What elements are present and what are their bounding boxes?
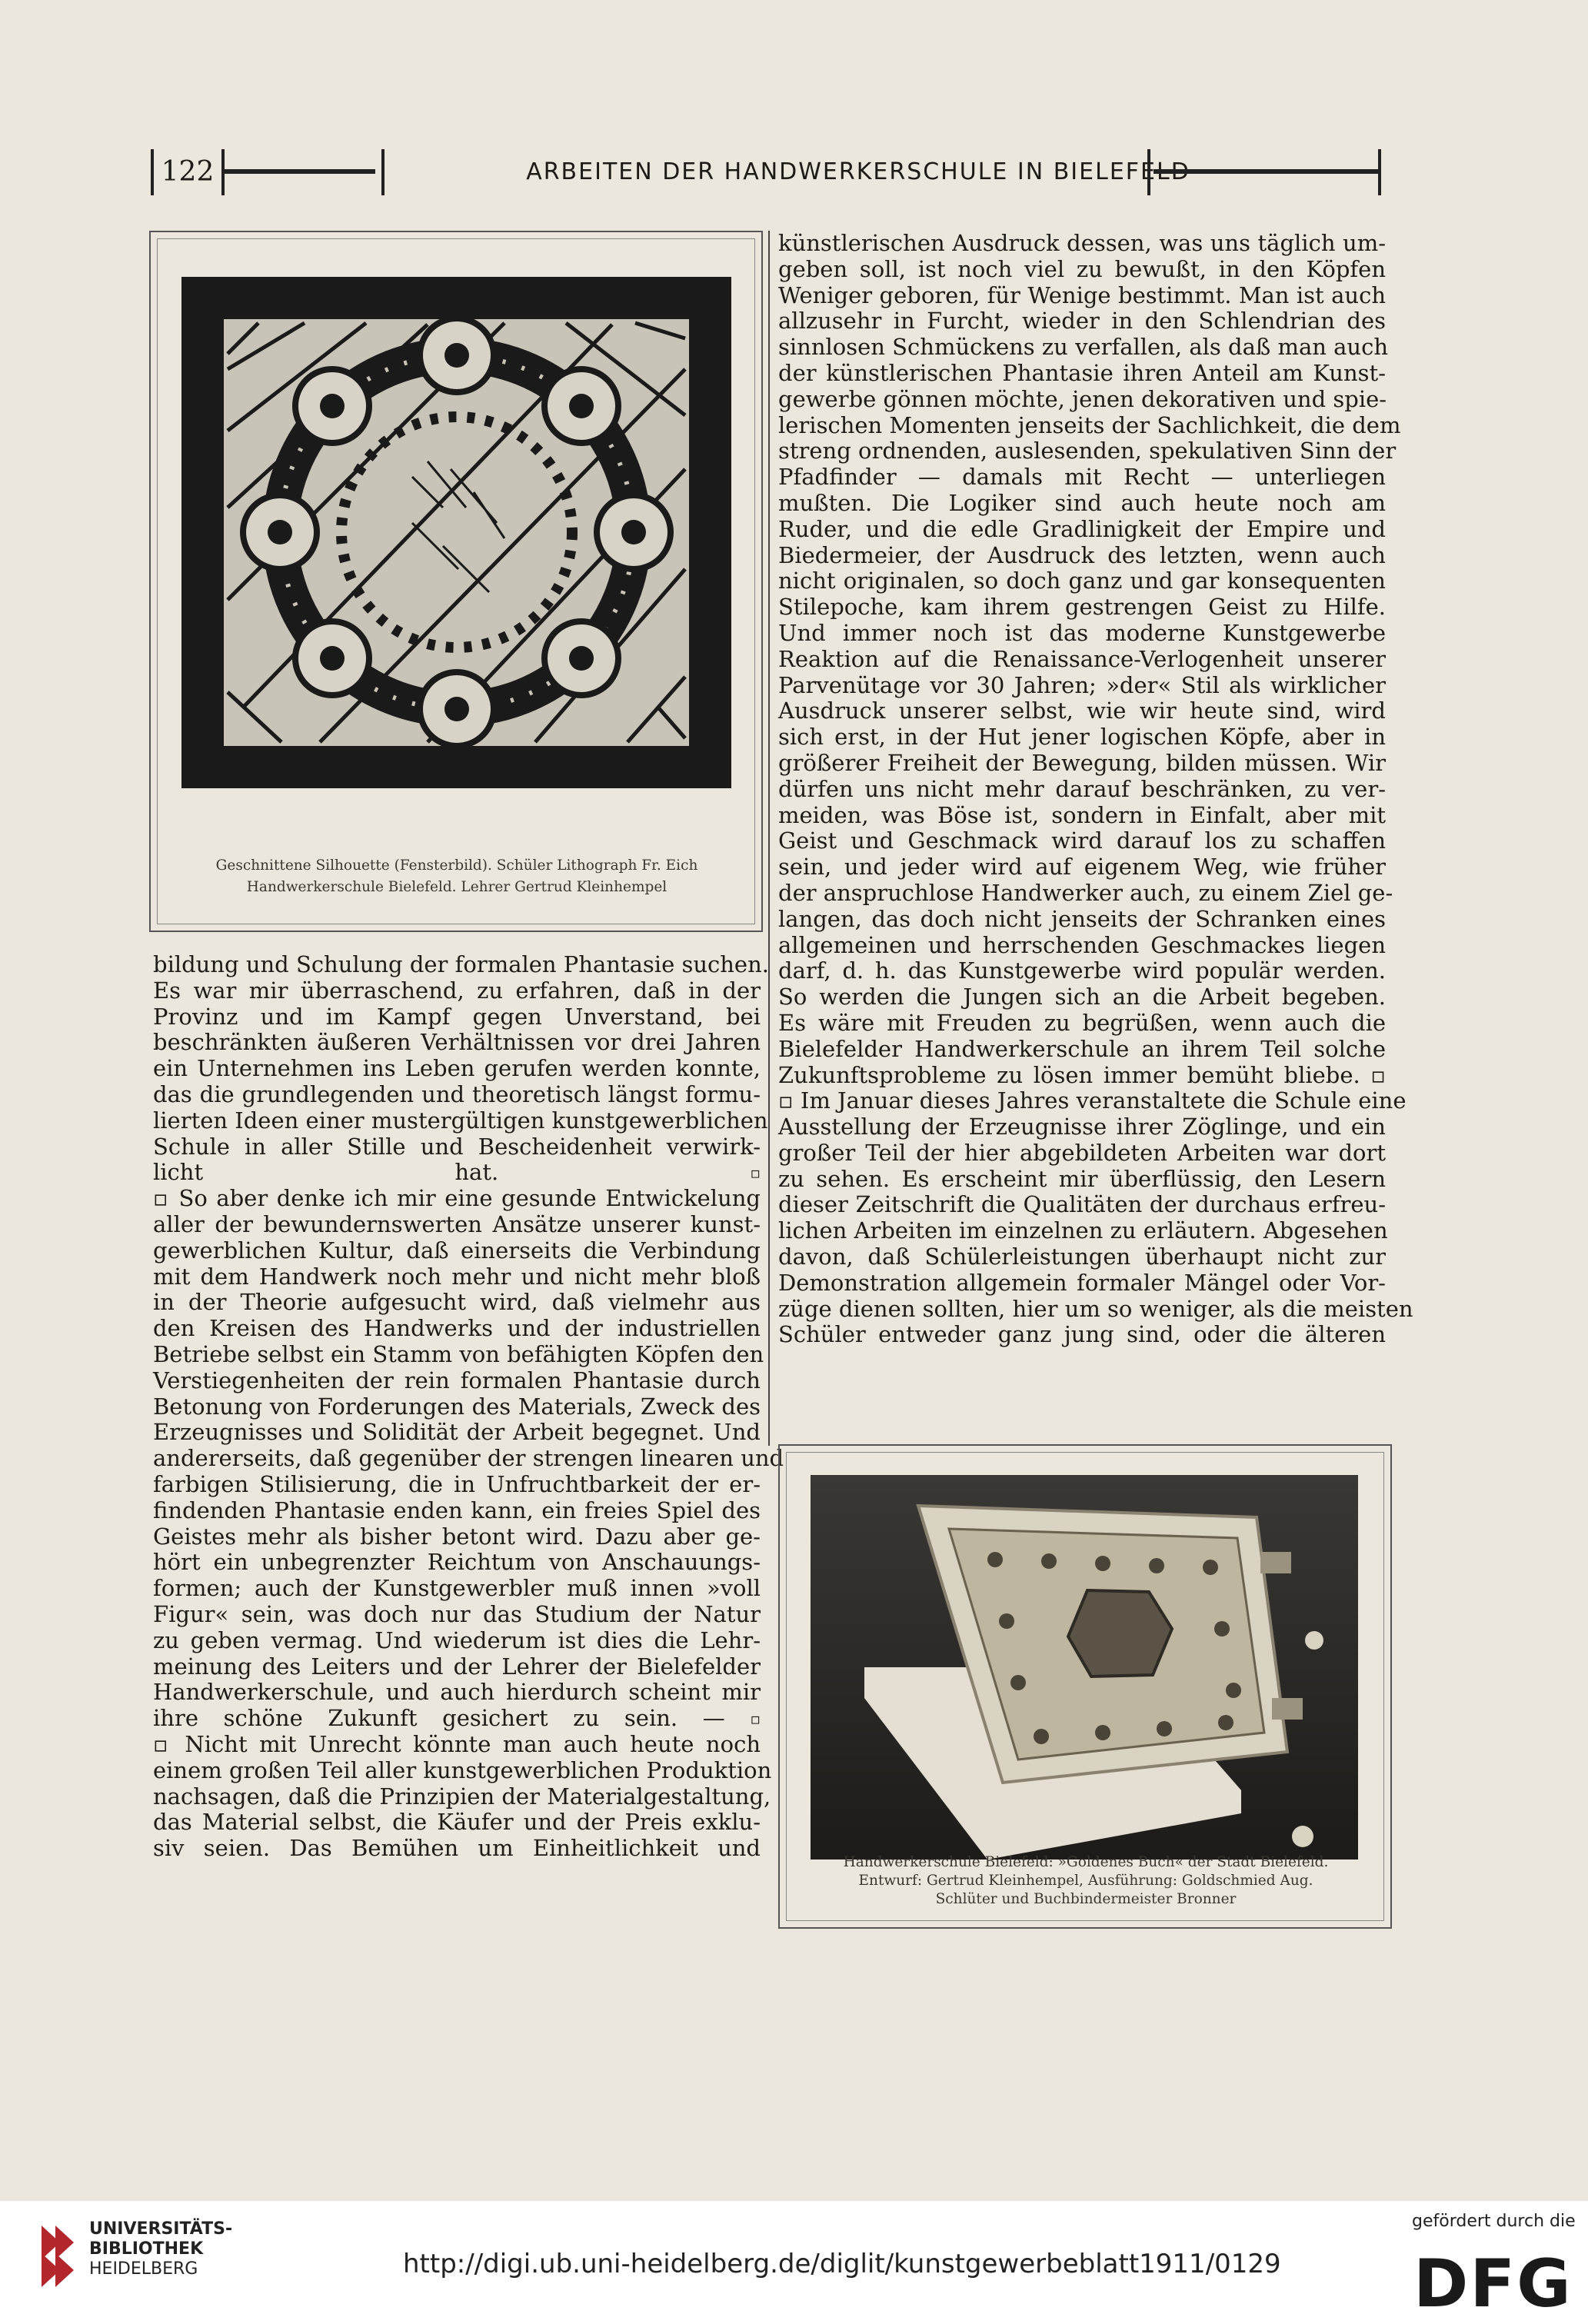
text-line: beschränkten äußeren Verhältnissen vor drei Jahren: [153, 1029, 761, 1056]
text-line: Und immer noch ist das moderne Kunstgewerbe: [778, 619, 1386, 646]
text-line: Geistes mehr als bisher betont wird. Dazu aber ge-: [153, 1523, 761, 1550]
text-line: Betriebe selbst ein Stamm von befähigten Köpfen den: [153, 1340, 764, 1367]
text-line: der künstlerischen Phantasie ihren Anteil am Kunst-: [778, 359, 1386, 386]
text-line: Reaktion auf die Renaissance-Verlogenheit unserer: [778, 645, 1386, 672]
header-divider: [381, 149, 385, 195]
text-line: den Kreisen des Handwerks und der industriellen: [153, 1315, 761, 1342]
text-line: Ruder, und die edle Gradlinigkeit der Empire und: [778, 515, 1386, 542]
text-line: licht hat. ▫: [153, 1159, 761, 1186]
text-line: züge dienen sollten, hier um so weniger, als die meisten: [778, 1295, 1413, 1322]
text-line: zu sehen. Es erscheint mir überflüssig, den Lesern: [778, 1165, 1386, 1192]
text-line: Zukunftsprobleme zu lösen immer bemüht bliebe. ▫: [778, 1061, 1386, 1088]
text-line: Bielefelder Handwerkerschule an ihrem Teil solche: [778, 1035, 1386, 1062]
text-line: lierten Ideen einer mustergültigen kunstgewerblichen: [153, 1107, 768, 1134]
sponsor-label: gefördert durch die: [1412, 2212, 1576, 2231]
caption-line: Entwurf: Gertrud Kleinhempel, Ausführung: Goldschmied Aug.: [858, 1873, 1313, 1889]
text-line: einem großen Teil aller kunstgewerblichen Produktion: [153, 1756, 772, 1783]
paragraph-marker-icon: ▫: [750, 1164, 761, 1183]
text-line: davon, daß Schülerleistungen überhaupt nicht zur: [778, 1244, 1386, 1270]
text-line: geben soll, ist noch viel zu bewußt, in den Köpfen: [778, 255, 1386, 282]
caption-line: Handwerkerschule Bielefeld. Lehrer Gertrud Kleinhempel: [246, 879, 667, 895]
text-line: Schule in aller Stille und Bescheidenheit verwirk-: [153, 1133, 761, 1160]
text-line: sein, und jeder wird auf eigenem Weg, wie früher: [778, 854, 1386, 881]
text-line: Verstiegenheiten der rein formalen Phantasie durch: [153, 1367, 761, 1393]
text-line: sich erst, in der Hut jener logischen Köpfe, aber in: [778, 724, 1386, 751]
text-line: bildung und Schulung der formalen Phantasie suchen.: [153, 951, 769, 977]
text-line: Provinz und im Kampf gegen Unverstand, bei: [153, 1003, 761, 1030]
text-line: lichen Arbeiten im einzelnen zu erläutern. Abgesehen: [778, 1217, 1388, 1244]
figure-caption: [795, 1853, 1377, 1909]
text-line: langen, das doch nicht jenseits der Schranken eines: [778, 905, 1386, 932]
text-line: meinung des Leiters und der Lehrer der Bielefelder: [153, 1653, 761, 1680]
text-line: Figur« sein, was doch nur das Studium der Natur: [153, 1600, 761, 1627]
text-line: streng ordnenden, auslesenden, spekulativen Sinn der: [778, 438, 1397, 464]
text-line: ein Unternehmen ins Leben gerufen werden konnte,: [153, 1055, 761, 1082]
header-rule: [1154, 169, 1378, 174]
paragraph-marker-icon: ▫: [750, 1710, 761, 1729]
text-line: nachsagen, daß die Prinzipien der Materialgestaltung,: [153, 1783, 771, 1810]
figure-caption: [166, 855, 747, 898]
text-line: in der Theorie aufgesucht wird, daß vielmehr aus: [153, 1289, 761, 1316]
university-line: BIBLIOTHEK: [89, 2239, 204, 2259]
text-line: Ausstellung der Erzeugnisse ihrer Zöglinge, und ein: [778, 1114, 1386, 1140]
text-line: Schüler entweder ganz jung sind, oder die älteren: [778, 1321, 1386, 1348]
text-line: das Material selbst, die Käufer und der Preis exklu-: [153, 1809, 761, 1836]
text-line: aller der bewundernswerten Ansätze unserer kunst-: [153, 1210, 761, 1237]
text-line: dürfen uns nicht mehr darauf beschränken, zu ver-: [778, 775, 1386, 802]
text-line: ▫ Im Januar dieses Jahres veranstaltete die Schule eine: [778, 1087, 1407, 1114]
text-line: gewerblichen Kultur, daß einerseits die Verbindung: [153, 1237, 761, 1264]
text-line: das die grundlegenden und theoretisch längst formu-: [153, 1080, 761, 1107]
text-line: zu geben vermag. Und wiederum ist dies die Lehr-: [153, 1626, 761, 1653]
university-name: [89, 2219, 232, 2279]
golden-book-image: [811, 1475, 1358, 1860]
text-line: siv seien. Das Bemühen um Einheitlichkeit und: [153, 1835, 761, 1862]
text-line: meiden, was Böse ist, sondern in Einfalt, aber mit: [778, 801, 1386, 828]
caption-line: Geschnittene Silhouette (Fensterbild). Schüler Lithograph Fr. Eich: [215, 857, 698, 874]
text-line: Ausdruck unserer selbst, wie wir heute sind, wird: [778, 698, 1386, 724]
text-line: Demonstration allgemein formaler Mängel oder Vor-: [778, 1269, 1386, 1296]
column-divider: [768, 231, 770, 1446]
university-line: HEIDELBERG: [89, 2259, 198, 2279]
text-line: So werden die Jungen sich an die Arbeit begeben.: [778, 984, 1386, 1011]
text-line: dieser Zeitschrift die Qualitäten der durchaus erfreu-: [778, 1191, 1386, 1218]
text-line: der anspruchlose Handwerker auch, zu einem Ziel ge-: [778, 879, 1393, 906]
text-line: größerer Freiheit der Bewegung, bilden müssen. Wir: [778, 749, 1386, 776]
library-footer: [0, 2201, 1588, 2324]
text-line: ▫ Nicht mit Unrecht könnte man auch heute noch: [153, 1730, 761, 1757]
running-header: [151, 148, 1381, 200]
caption-line: Handwerkerschule Bielefeld: »Goldenes Buch« der Stadt Bielefeld.: [843, 1854, 1329, 1870]
text-line: sinnlosen Schmückens zu verfallen, als daß man auch: [778, 334, 1389, 361]
text-line: findenden Phantasie enden kann, ein freies Spiel des: [153, 1497, 761, 1523]
text-line: Betonung von Forderungen des Materials, Zweck des: [153, 1393, 761, 1420]
text-line: Handwerkerschule, und auch hierdurch scheint mir: [153, 1679, 761, 1706]
text-line: Weniger geboren, für Wenige bestimmt. Man ist auch: [778, 281, 1386, 308]
page-number: 122: [151, 149, 225, 195]
text-line: Erzeugnisses und Solidität der Arbeit begegnet. Und: [153, 1419, 761, 1446]
figure-silhouette: [149, 231, 763, 932]
text-line: farbigen Stilisierung, die in Unfruchtbarkeit der er-: [153, 1470, 761, 1497]
text-line: Es wäre mit Freuden zu begrüßen, wenn auch die: [778, 1009, 1386, 1036]
header-divider: [1378, 149, 1381, 195]
text-line: darf, d. h. das Kunstgewerbe wird populär werden.: [778, 957, 1386, 984]
university-line: UNIVERSITÄTS-: [89, 2219, 233, 2239]
university-logo-icon: [37, 2219, 85, 2290]
text-line: mit dem Handwerk noch mehr und nicht mehr bloß: [153, 1263, 761, 1290]
text-line: großer Teil der hier abgebildeten Arbeiten war dort: [778, 1139, 1386, 1166]
text-line: Biedermeier, der Ausdruck des letzten, wenn auch: [778, 541, 1386, 568]
text-line: andererseits, daß gegenüber der strengen linearen und: [153, 1445, 784, 1472]
text-line: lerischen Momenten jenseits der Sachlichkeit, die dem: [778, 411, 1401, 438]
text-line: ▫ So aber denke ich mir eine gesunde Entwickelung: [153, 1185, 761, 1212]
text-line: ihre schöne Zukunft gesichert zu sein. — ▫: [153, 1705, 761, 1732]
left-column-text: [153, 951, 784, 1862]
permalink-url[interactable]: http://digi.ub.uni-heidelberg.de/diglit/kunstgewerbeblatt1911/0129: [403, 2249, 1281, 2279]
caption-line: Schlüter und Buchbindermeister Bronner: [935, 1891, 1237, 1907]
text-line: nicht originalen, so doch ganz und gar konsequenten: [778, 568, 1386, 594]
text-line: künstlerischen Ausdruck dessen, was uns täglich um-: [778, 230, 1386, 256]
header-rule: [221, 169, 375, 174]
text-line: formen; auch der Kunstgewerbler muß innen »voll: [153, 1575, 761, 1602]
text-line: Pfadfinder — damals mit Recht — unterliegen: [778, 464, 1386, 491]
text-line: mußten. Die Logiker sind auch heute noch am: [778, 489, 1386, 516]
header-title: ARBEITEN DER HANDWERKERSCHULE IN BIELEFELD: [526, 158, 1190, 185]
text-line: allgemeinen und herrschenden Geschmackes liegen: [778, 931, 1386, 958]
right-column-text: [778, 230, 1413, 1348]
header-divider: [1147, 149, 1150, 195]
text-line: Parvenütage vor 30 Jahren; »der« Stil als wirklicher: [778, 671, 1386, 698]
figure-golden-book: [778, 1444, 1392, 1929]
text-line: Stilepoche, kam ihrem gestrengen Geist zu Hilfe.: [778, 594, 1386, 621]
text-line: gewerbe gönnen möchte, jenen dekorativen und spie-: [778, 385, 1387, 412]
text-line: Geist und Geschmack wird darauf los zu schaffen: [778, 827, 1386, 854]
text-line: Es war mir überraschend, zu erfahren, daß in der: [153, 977, 761, 1004]
dfg-logo: DFG: [1413, 2246, 1573, 2322]
silhouette-image: [181, 277, 731, 788]
text-line: hört ein unbegrenzter Reichtum von Anschauungs-: [153, 1549, 761, 1576]
text-line: allzusehr in Furcht, wieder in den Schlendrian des: [778, 308, 1386, 335]
